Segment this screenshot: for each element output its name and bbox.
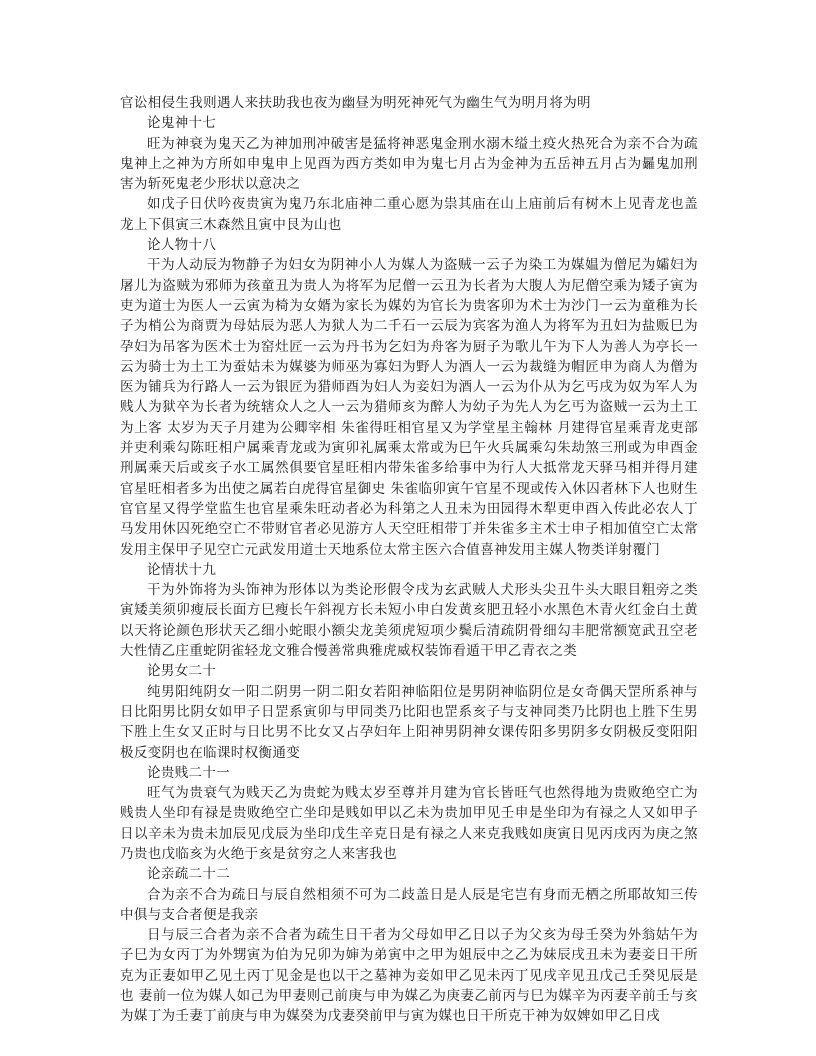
section-heading-persons-things: 论人物十八 <box>147 237 217 254</box>
section-heading-kin-distant: 论亲疏二十二 <box>147 866 231 883</box>
section-heading-ghosts-spirits: 论鬼神十七 <box>147 115 217 132</box>
continued-text: 官讼相侵生我则遇人来扶助我也夜为幽昼为明死神死气为幽生气为明月将为明 <box>120 95 591 111</box>
body-paragraph: 旺为神衰为鬼天乙为神加刑冲破害是猛将神恶鬼金刑水溺木缢土疫火热死合为亲不合为疏鬼神上之神为方所如申鬼申上见酉为西方类如申为鬼七月占为金神为五岳神五月占为㬮鬼加刑害为斩死鬼老少形状以意决之 <box>120 135 698 193</box>
body-paragraph: 如戊子日伏吟夜贵寅为鬼乃东北庙神二重心愿为祟其庙在山上庙前后有树木上见青龙也盖龙上下俱寅三木森然且寅中艮为山也 <box>120 196 698 233</box>
section-heading-noble-humble: 论贵贱二十一 <box>147 764 231 781</box>
body-paragraph: 干为人动辰为物静子为妇女为阴神小人为媒人为盗贼一云子为染工为媒媪为僧尼为孀妇为屠儿为盗贼为邪师为孩童丑为贵人为将军为尼僧一云丑为长者为大腹人为尼僧空乘为矮子寅为吏为道士为医人一云寅为椅为女婿为家长为媒妁为官长为贵客卯为术士为沙门一云为童稚为长子为梢公为商贾为母姑辰为恶人为狱人为二千石一云辰为宾客为渔人为将军为丑妇为盐贩巳为孕妇为吊客为医术士为窑灶匠一云为丹书为乞妇为舟客为厨子为歌儿午为下人为善人为亭长一云为骑士为土工为蚕姑未为媒婆为师巫为寡妇为野人为酒人一云为裁缝为帽匠申为商人为僧为医为铺兵为行路人一云为银匠为猎师酉为妇人为妾妇为酒人一云为仆从为乞丐戌为奴为军人为贱人为狱卒为长者为统辖众人之人一云为猎师亥为醉人为幼子为先人为乞丐为盗贼一云为土工为上客 太岁为天子月建为公卿宰相 朱雀得旺相官星又为学堂星主翰林 月建得官星乘青龙吏部并吏利乘勾陈旺相户属乘青龙或为寅卯礼属乘太常或为巳午火兵属乘勾朱劫煞三刑或为申酉金刑属乘天后或亥子水工属然俱要官星旺相内带朱雀多给事中为行人大抵常龙天驿马相并得月建官星旺相者多为出使之属若白虎得官星御史 朱雀临卯寅午官星不现或传入休囚者林下人也财生官官星又得学堂监生也官星乘朱旺动者必为科第之人丑未为田园得木犁更申酉入传此必农人丁马发用休囚死绝空亡不带财官者必见游方人天空旺相带丁并朱雀多主术士申子相加值空亡太常发用主保甲子见空亡元武发用道士天地系位太常主医六合值喜神发用主媒人物类详射覆门 <box>120 257 698 558</box>
body-paragraph: 旺气为贵衰气为贱天乙为贵蛇为贱太岁至尊并月建为官长皆旺气也然得地为贵败绝空亡为贱贵人坐印有禄是贵败绝空亡坐印是贱如甲以乙未为贵加甲见壬申是坐印为有禄之人又如甲子日以辛未为贵未加辰见戊辰为坐印戊生辛克日是有禄之人来克我贱如庚寅日见丙戌丙为庚之煞乃贵也戊临亥为火绝于亥是贫穷之人来害我也 <box>120 785 698 862</box>
body-paragraph: 合为亲不合为疏日与辰自然相须不可为二歧盖日是人辰是宅岂有身而无栖之所耶故知三传中俱与支合者便是我亲 <box>120 886 698 923</box>
section-heading-appearance: 论情状十九 <box>147 561 217 578</box>
document-page <box>120 93 698 1027</box>
body-paragraph: 干为外饰将为头饰神为形体以为类论形假令戌为玄武贼人犬形头尖丑牛头大眼目粗旁之类寅矮美须卯瘦辰长面方巳瘦长午斜视方长未短小申白发黄亥肥丑轻小水黑色木青火红金白土黄以天将论颜色形状天乙细小蛇眼小额尖龙美须虎短项少鬓后清疏阴骨细勾丰肥常额宽武丑空老大性情乙庄重蛇阴雀轻龙文雅合慢善常典雅虎威权装饰看遁干甲乙青衣之类 <box>120 582 698 660</box>
section-heading-male-female: 论男女二十 <box>147 663 217 680</box>
body-paragraph: 纯男阳纯阴女一阳二阴男一阴二阳女若阳神临阳位是男阴神临阴位是女奇偶天罡所系神与日比阳男比阴女如甲子日罡系寅卯与甲同类乃比阳也罡系亥子与支神同类乃比阴也上胜下生男下胜上生女又正时与日比男不比女又占孕妇年上阳神男阴神女课传阳多男阴多女阴极反变阳阳极反变阴也在临课时权衡通变 <box>120 683 698 761</box>
body-paragraph: 日与辰三合者为亲不合者为疏生日干者为父母如甲乙日以子为父亥为母壬癸为外翁姑午为子巳为女丙丁为外甥寅为伯为兄卯为婶为弟寅中之甲为姐辰中之乙为妹辰戌丑未为妻妾日干所克为正妻如甲乙见土丙丁见金是也以干之墓神为妾如甲乙见未丙丁见戌辛见丑戊己壬癸见辰是也 妻前一位为媒人如己为甲妻则己前庚与申为媒乙为庚妻乙前丙与巳为媒辛为丙妻辛前壬与亥为媒丁为壬妻丁前庚与申为媒癸为戊妻癸前甲与寅为媒也日干所克干神为奴婢如甲乙日戌 <box>120 927 698 1025</box>
